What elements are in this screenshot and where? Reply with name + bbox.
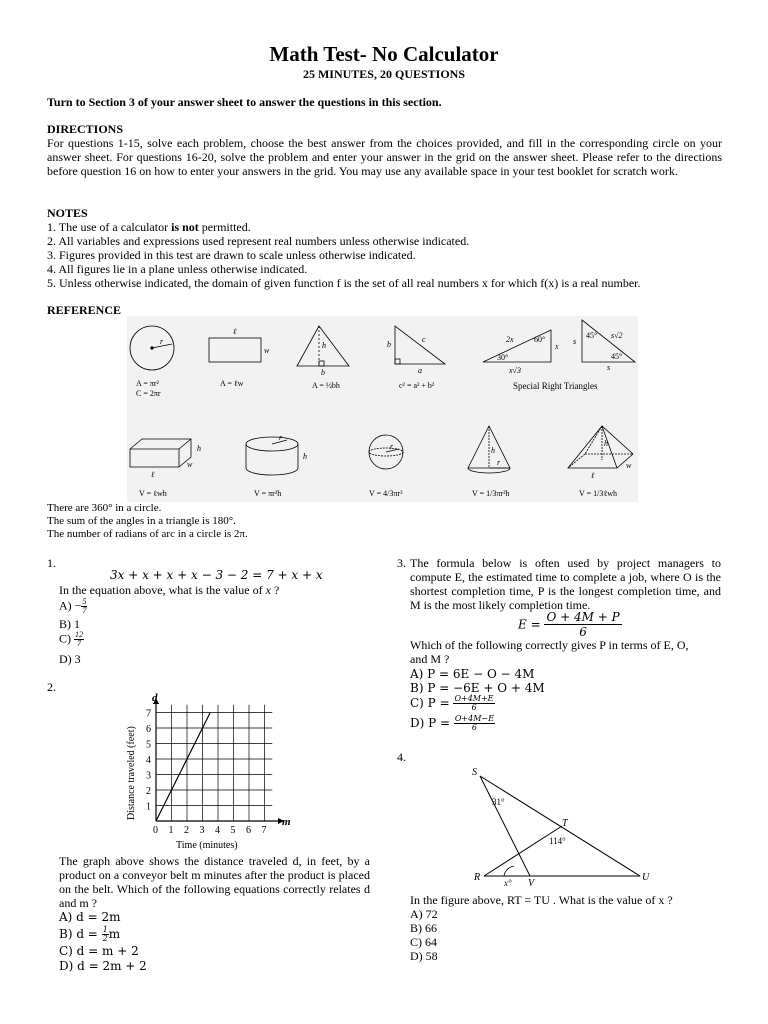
- note-1: 1. The use of a calculator is not permitted.: [47, 220, 251, 234]
- question-2-option-c[interactable]: C) d = m + 2: [59, 944, 139, 958]
- svg-text:w: w: [187, 460, 193, 469]
- pyramid-volume: V = 1/3ℓwh: [579, 489, 617, 498]
- svg-text:2x: 2x: [506, 335, 514, 344]
- svg-text:a: a: [418, 366, 422, 375]
- special-triangles-label: Special Right Triangles: [513, 381, 598, 391]
- x-tick-label: 7: [261, 825, 267, 836]
- svg-text:r: r: [279, 433, 283, 442]
- note-3: 3. Figures provided in this test are drawn to scale unless otherwise indicated.: [47, 248, 416, 262]
- graph-x-var: m: [282, 816, 291, 828]
- svg-text:r: r: [497, 458, 501, 467]
- note-4: 4. All figures lie in a plane unless otherwise indicated.: [47, 262, 308, 276]
- question-4-question: In the figure above, RT = TU . What is the value of x ?: [410, 893, 673, 907]
- question-2-number: 2.: [47, 680, 56, 694]
- svg-text:h: h: [303, 452, 307, 461]
- y-tick-label: 6: [146, 724, 151, 735]
- triangle-area: A = ½bh: [312, 381, 340, 390]
- question-4-option-c[interactable]: C) 64: [410, 935, 437, 949]
- svg-text:w: w: [626, 461, 632, 470]
- box-volume: V = ℓwh: [139, 489, 167, 498]
- y-tick-label: 1: [146, 801, 151, 813]
- question-2-graph: [118, 692, 298, 852]
- question-3-option-c[interactable]: C) P = $\frac{O+4M+E}{6}$: [410, 694, 494, 712]
- svg-text:R: R: [474, 872, 481, 883]
- pythagorean: c² = a² + b²: [399, 381, 435, 390]
- question-4-option-a[interactable]: A) 72: [410, 907, 438, 921]
- svg-text:114°: 114°: [549, 836, 566, 846]
- svg-text:ℓ: ℓ: [233, 327, 237, 336]
- svg-text:s: s: [607, 363, 611, 372]
- svg-text:x: x: [555, 342, 559, 351]
- fact-1: There are 360° in a circle.: [47, 502, 162, 514]
- sphere-volume: V = 4/3πr³: [369, 489, 403, 498]
- reference-figure: [127, 316, 638, 502]
- reference-heading: REFERENCE: [47, 303, 122, 317]
- circle-area: A = πr²: [136, 379, 159, 388]
- svg-text:T: T: [562, 818, 568, 829]
- circle-r-label: r: [160, 337, 164, 346]
- question-3-text: The formula below is often used by project managers to compute E, the estimated time to complete a job, where O is the shortest completion time, P is the longest completion time, and M is the most likely completion time.: [410, 556, 721, 612]
- right-triangle-shape: [395, 326, 445, 364]
- question-4-option-b[interactable]: B) 66: [410, 921, 437, 935]
- question-3-option-b[interactable]: B) P = −6E + O + 4M: [410, 681, 545, 695]
- graph-y-label: Distance traveled (feet): [126, 726, 137, 820]
- svg-text:45°: 45°: [586, 331, 598, 340]
- svg-text:b: b: [321, 368, 325, 377]
- svg-text:s: s: [573, 337, 577, 346]
- question-1-option-c[interactable]: C) $\frac{12}{7}$: [59, 630, 83, 648]
- svg-text:x°: x°: [504, 878, 512, 888]
- question-2-option-b[interactable]: B) d = $\frac{1}{2}$ m: [59, 925, 121, 943]
- question-2-text: The graph above shows the distance traveled d, in feet, by a product on a conveyor belt m minutes after the product is placed on the belt. Which of the following equations correctly relates d and m ?: [59, 854, 370, 910]
- question-3-number: 3.: [397, 556, 406, 570]
- svg-text:h: h: [197, 444, 201, 453]
- note-5: 5. Unless otherwise indicated, the domain of given function f is the set of all real numbers x for which f(x) is a real number.: [47, 276, 641, 290]
- svg-text:h: h: [604, 439, 608, 448]
- page-title: Math Test- No Calculator: [269, 42, 499, 66]
- x-tick-label: 2: [184, 825, 189, 836]
- y-tick-label: 7: [146, 708, 151, 720]
- y-tick-label: 2: [146, 786, 151, 797]
- svg-text:r: r: [390, 442, 394, 451]
- distance-line: [156, 713, 210, 822]
- question-1-number: 1.: [47, 556, 56, 570]
- svg-text:s√2: s√2: [611, 331, 623, 340]
- x-tick-label: 3: [199, 825, 205, 836]
- circle-circumference: C = 2πr: [136, 389, 161, 398]
- svg-text:h: h: [491, 446, 495, 455]
- question-4-number: 4.: [397, 750, 406, 764]
- svg-text:45°: 45°: [611, 352, 623, 361]
- question-1-equation: 3x + x + x + x − 3 − 2 = 7 + x + x: [110, 568, 323, 582]
- svg-text:w: w: [264, 346, 270, 355]
- question-3-option-d[interactable]: D) P = $\frac{O+4M-E}{6}$: [410, 714, 494, 732]
- x-tick-label: 5: [230, 825, 236, 836]
- question-3-question: Which of the following correctly gives P in terms of E, O, and M ?: [410, 638, 689, 666]
- svg-text:60°: 60°: [534, 335, 546, 344]
- svg-text:ℓ: ℓ: [151, 470, 155, 479]
- svg-text:S: S: [472, 767, 477, 778]
- page-subtitle: 25 MINUTES, 20 QUESTIONS: [302, 67, 466, 81]
- x-tick-label: 0: [153, 825, 158, 836]
- note-2: 2. All variables and expressions used represent real numbers unless otherwise indicated.: [47, 234, 470, 248]
- x-tick-label: 4: [215, 825, 220, 836]
- x-tick-label: 1: [168, 825, 174, 836]
- question-1-option-a[interactable]: A) − $\frac{5}{7}$: [59, 597, 87, 615]
- cylinder-shape: [246, 437, 298, 451]
- cylinder-volume: V = πr²h: [254, 489, 282, 498]
- question-2-option-a[interactable]: A) d = 2m: [59, 910, 121, 924]
- pyramid-shape: [568, 426, 633, 468]
- y-tick-label: 3: [146, 770, 151, 782]
- rectangle-shape: [209, 338, 261, 362]
- svg-text:30°: 30°: [497, 353, 509, 362]
- svg-text:b: b: [387, 340, 391, 349]
- y-tick-label: 4: [146, 755, 151, 766]
- question-1-option-d[interactable]: D) 3: [59, 652, 81, 666]
- question-2-option-d[interactable]: D) d = 2m + 2: [59, 959, 147, 973]
- fact-2: The sum of the angles in a triangle is 180°.: [47, 515, 236, 527]
- svg-text:x√3: x√3: [509, 366, 521, 375]
- question-1-prompt: In the equation above, what is the value of x ?: [59, 583, 280, 597]
- cone-volume: V = 1/3πr²h: [472, 489, 510, 498]
- graph-x-label: Time (minutes): [176, 840, 238, 851]
- question-4-option-d[interactable]: D) 58: [410, 949, 438, 963]
- svg-text:c: c: [422, 335, 426, 344]
- directions-text: For questions 1-15, solve each problem, choose the best answer from the choices provided, and fill in the corresponding circle on your answer sheet. For questions 16-20, solve the problem and enter your answer in the grid on the answer sheet. Please refer to the directions before question 16 on how to enter your answers in the grid. You may use any available space in your test booklet for scratch work.: [47, 136, 722, 178]
- svg-text:U: U: [642, 872, 650, 883]
- svg-text:31°: 31°: [492, 797, 505, 807]
- svg-text:h: h: [322, 341, 326, 350]
- fact-3: The number of radians of arc in a circle is 2π.: [47, 528, 248, 540]
- question-4-figure: [470, 762, 660, 892]
- question-3-option-a[interactable]: A) P = 6E − O − 4M: [410, 667, 535, 681]
- y-tick-label: 5: [146, 739, 151, 751]
- box-shape: [130, 439, 191, 467]
- graph-y-var: d: [152, 692, 158, 704]
- triangle-45-45-90: [582, 320, 635, 362]
- rectangle-area: A = ℓw: [220, 379, 244, 388]
- question-3-formula: E = $\frac{O + 4M + P}{6}$: [518, 610, 620, 639]
- directions-heading: DIRECTIONS: [47, 122, 124, 136]
- svg-text:V: V: [528, 878, 535, 889]
- notes-heading: NOTES: [47, 206, 88, 220]
- svg-text:ℓ: ℓ: [591, 471, 595, 480]
- question-1-option-b[interactable]: B) 1: [59, 617, 80, 631]
- section-instruction: Turn to Section 3 of your answer sheet to answer the questions in this section.: [47, 95, 442, 109]
- x-tick-label: 6: [246, 825, 251, 836]
